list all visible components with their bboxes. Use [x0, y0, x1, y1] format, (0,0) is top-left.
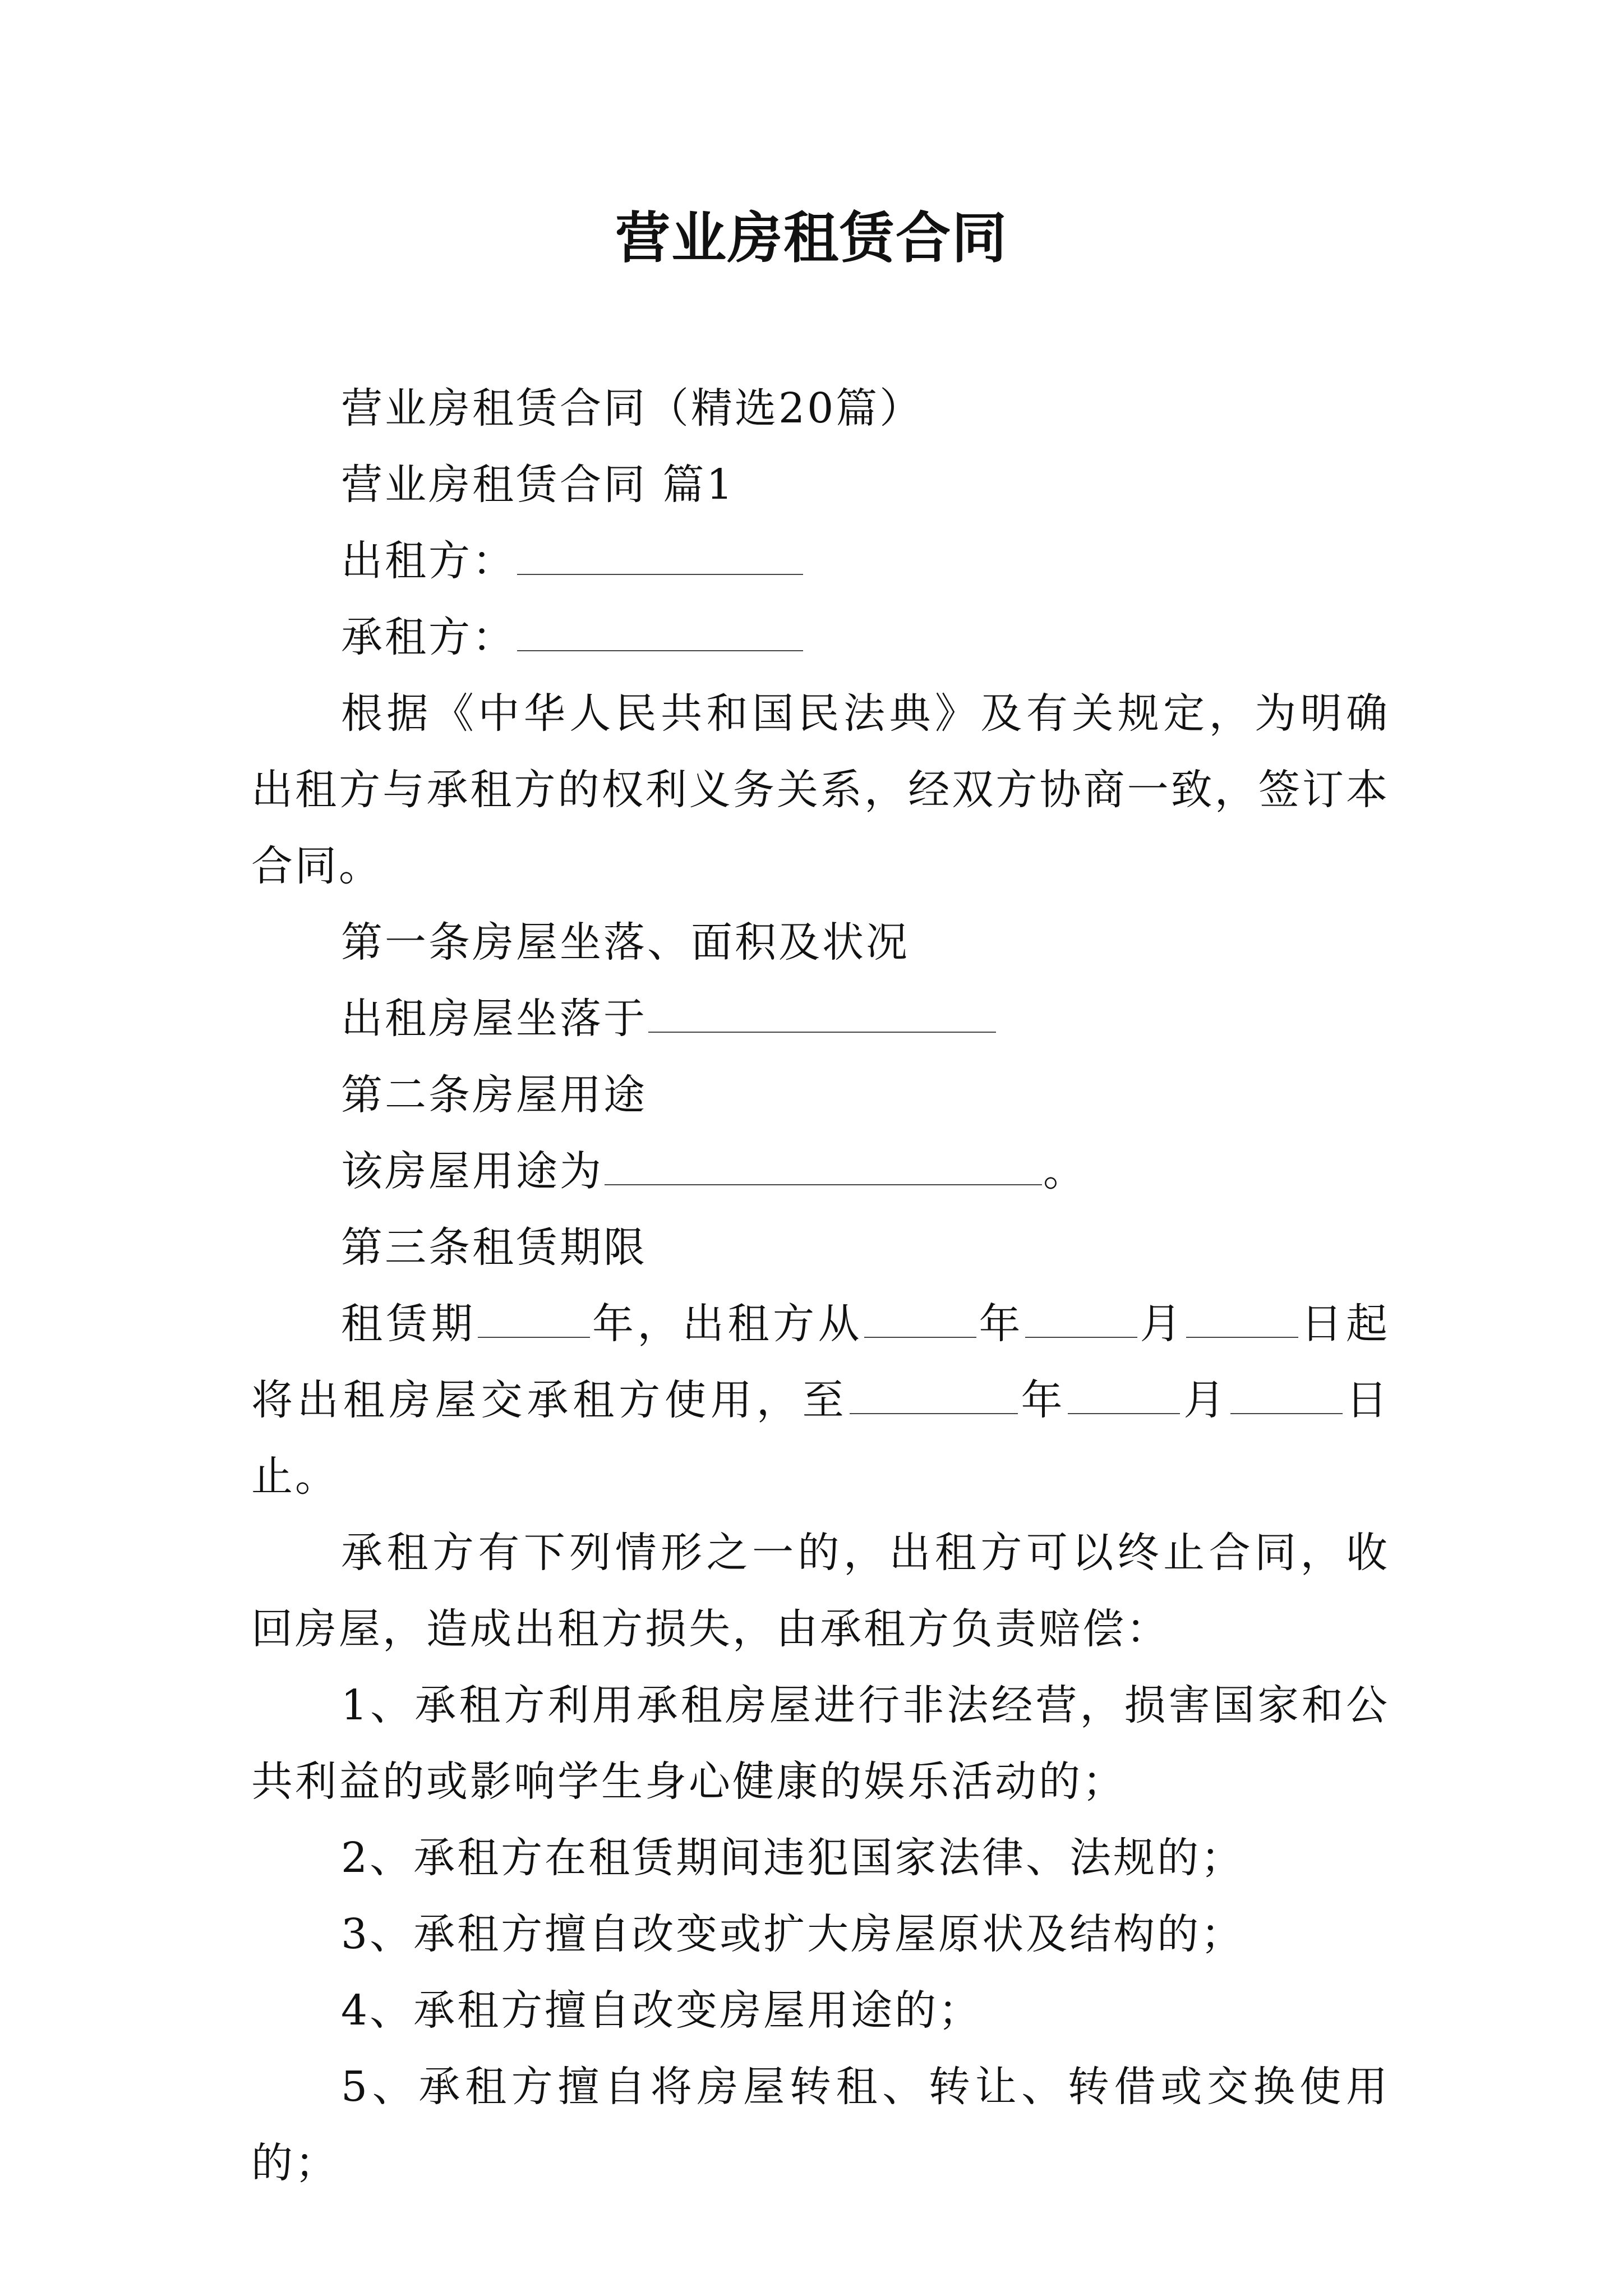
end-month-blank — [1068, 1373, 1180, 1414]
start-day-blank — [1186, 1296, 1298, 1338]
start-month-blank — [1025, 1296, 1137, 1338]
list-item: 4、承租方擅自改变房屋用途的； — [341, 1986, 983, 2035]
lessor-line — [251, 523, 1390, 599]
article-2-title: 第二条房屋用途 — [341, 1071, 647, 1119]
article-3-text — [251, 1286, 1390, 1515]
lessor-label: 出租方： — [341, 537, 516, 585]
article-1-label: 出租房屋坐落于 — [341, 995, 647, 1043]
intro-paragraph: 根据《中华人民共和国民法典》及有关规定，为明确出租方与承租方的权利义务关系，经双方协商一致，签订本合同。 — [251, 689, 1390, 890]
lessee-label: 承租方： — [341, 613, 516, 661]
article-2-end: 。 — [1043, 1147, 1087, 1195]
term-seg: 月 — [1138, 1300, 1185, 1348]
term-seg: 年 — [978, 1300, 1024, 1348]
article-1-text — [251, 981, 1390, 1057]
location-blank — [648, 991, 996, 1033]
term-years-blank — [478, 1296, 590, 1338]
term-seg: 租赁期 — [341, 1300, 477, 1348]
article-1-title: 第一条房屋坐落、面积及状况 — [341, 918, 910, 967]
list-item: 3、承租方擅自改变或扩大房屋原状及结构的； — [341, 1910, 1245, 1958]
article-2-label: 该房屋用途为 — [341, 1147, 603, 1195]
lessor-blank — [517, 533, 803, 575]
term-seg: 年，出租方从 — [591, 1300, 863, 1348]
lessee-blank — [517, 610, 803, 651]
article-3-title: 第三条租赁期限 — [341, 1223, 647, 1272]
term-seg: 日止。 — [251, 1376, 1390, 1501]
termination-intro: 承租方有下列情形之一的，出租方可以终止合同，收回房屋，造成出租方损失，由承租方负责赔偿： — [251, 1529, 1390, 1653]
list-item: 2、承租方在租赁期间违犯国家法律、法规的； — [341, 1834, 1245, 1882]
term-seg: 年 — [1018, 1376, 1067, 1424]
document-title: 营业房租赁合同 — [615, 206, 1008, 270]
start-year-blank — [864, 1296, 976, 1338]
usage-blank — [605, 1144, 1042, 1185]
list-item: 1、承租方利用承租房屋进行非法经营，损害国家和公共利益的或影响学生身心健康的娱乐活动的； — [251, 1681, 1390, 1806]
term-seg: 月 — [1181, 1376, 1230, 1424]
lessee-line — [251, 599, 1390, 675]
chapter-heading: 营业房租赁合同 篇1 — [341, 461, 735, 509]
subtitle: 营业房租赁合同（精选20篇） — [341, 384, 924, 432]
document-body — [251, 370, 1390, 2201]
list-item: 5、承租方擅自将房屋转租、转让、转借或交换使用的； — [251, 2063, 1390, 2187]
end-day-blank — [1230, 1373, 1343, 1414]
term-seg: 日起将出租房屋交承租方使用，至 — [251, 1300, 1390, 1424]
article-2-text — [251, 1133, 1390, 1209]
end-year-blank — [850, 1373, 1018, 1414]
